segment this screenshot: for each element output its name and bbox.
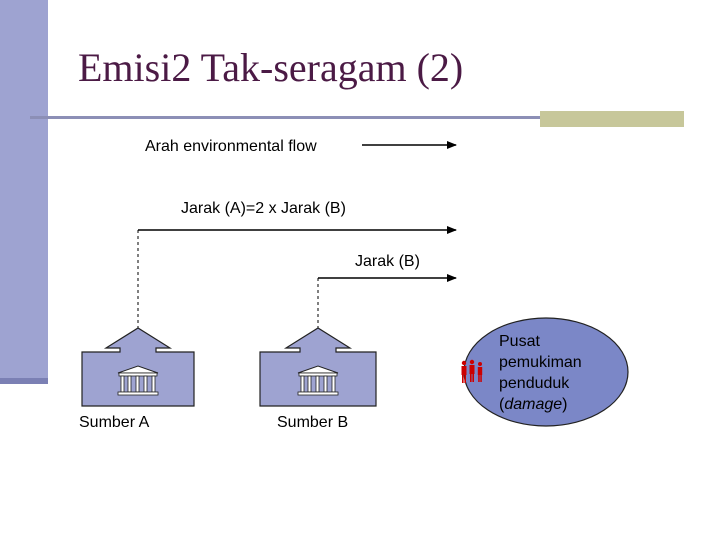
settlement-label (499, 331, 619, 415)
paren-close: ) (562, 396, 568, 413)
distance-b-label: Jarak (B) (355, 253, 420, 270)
paren-open: ( (499, 396, 505, 413)
damage-word: damage (504, 396, 563, 413)
source-a-label: Sumber A (79, 414, 150, 431)
settlement-label-line (499, 394, 619, 415)
settlement-label-line: penduduk (499, 375, 570, 392)
distance-a-label: Jarak (A)=2 x Jarak (B) (181, 200, 346, 217)
flow-direction-label: Arah environmental flow (145, 138, 317, 155)
source-b-label: Sumber B (277, 414, 349, 431)
settlement-label-line: pemukiman (499, 354, 582, 371)
slide-title: Emisi2 Tak-seragam (2) (78, 45, 464, 90)
settlement-label-line: Pusat (499, 333, 540, 350)
